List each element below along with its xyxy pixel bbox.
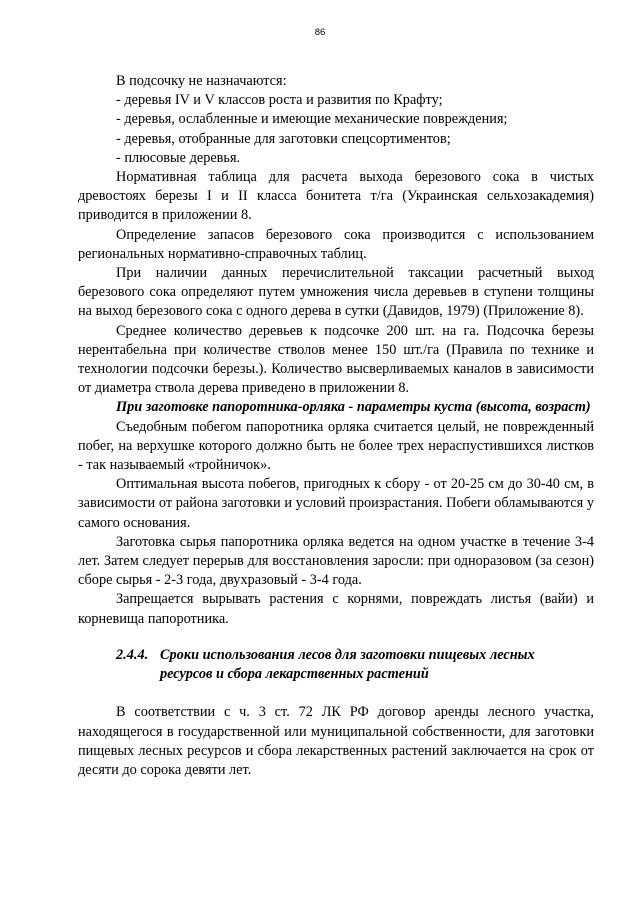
intro-line: В подсочку не назначаются: — [116, 73, 287, 89]
paragraph: Среднее количество деревьев к подсочке 200 шт. на га. Подсочка березы нерентабельна при количестве стволов менее 150 шт./га (Правила по технике и технологии подсочки березы.). Количество высверливаемых каналов в зависимости от диаметра ствола дерева приведено в приложении 8. — [78, 322, 594, 397]
paragraph: При наличии данных перечислительной таксации расчетный выход березового сока определяют путем умножения числа деревьев в ступени толщины на выход березового сока с одного дерева в сутки (Давидов, 1979) (Приложение 8). — [78, 265, 594, 320]
paragraph: Запрещается вырывать растения с корнями, повреждать листья (вайи) и корневища папоротника. — [78, 591, 594, 627]
paragraph: Нормативная таблица для расчета выхода березового сока в чистых древостоях березы I и II класса бонитета т/га (Украинская сельхозакадемия) приводится в приложении 8. — [78, 169, 594, 224]
list-item: - плюсовые деревья. — [116, 149, 241, 166]
final-paragraph: В соответствии с ч. 3 ст. 72 ЛК РФ договор аренды лесного участка, находящегося в государственной или муниципальной собственности, для заготовки пищевых лесных ресурсов и сбора лекарственных растений заключается на срок от десяти до сорока девяти лет. — [78, 704, 594, 778]
page-number: 86 — [314, 27, 326, 38]
list-item: - деревья IV и V классов роста и развития по Крафту; — [116, 92, 443, 109]
paragraph: Определение запасов березового сока производится с использованием региональных нормативно-справочных таблиц. — [78, 226, 594, 262]
section-heading — [78, 646, 594, 684]
list-item: - деревья, отобранные для заготовки спецсортиментов; — [116, 130, 451, 147]
list-item: - деревья, ослабленные и имеющие механические повреждения; — [116, 111, 508, 128]
paragraph: Заготовка сырья папоротника орляка ведется на одном участке в течение 3-4 лет. Затем следует перерыв для восстановления заросли: при одноразовом (за сезон) сборе сырья - 2-3 года, двухразовый - 3-4 года. — [78, 533, 594, 589]
paragraph: Съедобным побегом папоротника орляка считается целый, не поврежденный побег, на верхушке которого должно быть не более трех нераспустившихся листков - так называемый «тройничок». — [78, 418, 594, 474]
section-title-line1: Сроки использования лесов для заготовки пищевых лесных — [160, 646, 535, 663]
paragraph: Оптимальная высота побегов, пригодных к сбору - от 20-25 см до 30-40 см, в зависимости от района заготовки и условий произрастания. Побеги обламываются у самого основания. — [78, 476, 594, 531]
document-body — [78, 72, 594, 780]
section-title-line2: ресурсов и сбора лекарственных растений — [160, 666, 429, 683]
section-number: 2.4.4. — [116, 646, 149, 663]
bold-italic-subheading: При заготовке папоротника-орляка - параметры куста (высота, возраст) — [116, 399, 591, 416]
